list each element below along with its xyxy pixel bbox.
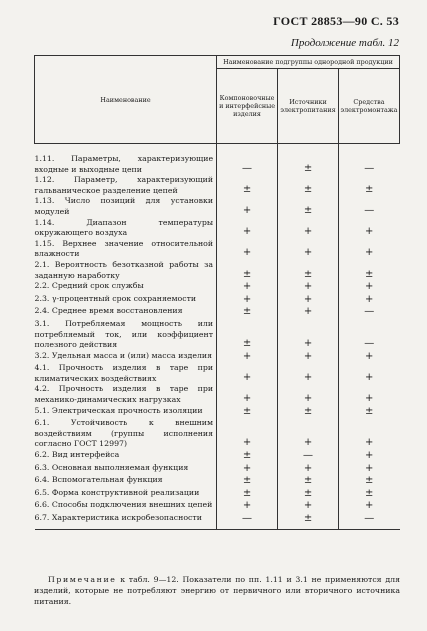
row-value: ±: [278, 260, 339, 281]
row-value: +: [278, 363, 339, 384]
row-value: —: [364, 306, 375, 318]
table-row: [35, 475, 400, 488]
row-value: +: [278, 294, 339, 307]
row-label: 2.4. Среднее время восстановления: [35, 306, 217, 319]
row-value: +: [217, 500, 278, 513]
table-note: [34, 574, 400, 607]
row-value: +: [365, 393, 374, 405]
table-row: [35, 319, 400, 351]
table-body: [35, 144, 400, 530]
table-row: [35, 500, 400, 513]
row-value: +: [365, 281, 374, 293]
row-value: ±: [217, 475, 278, 488]
row-label: 6.5. Форма конструктивной реализации: [35, 488, 217, 501]
row-value: +: [217, 239, 278, 260]
row-label: 6.1. Устойчивость к внешним воздействиям (группы исполнения согласно ГОСТ 12997): [35, 418, 217, 450]
row-label: 1.14. Диапазон температуры окружающего воздуха: [35, 218, 217, 239]
table-row: [35, 463, 400, 476]
row-value: ±: [217, 175, 278, 196]
column-header-wiring: Средства электромонтажа: [339, 69, 400, 144]
row-label: 1.12. Параметр, характеризующий гальваническое разделение цепей: [35, 175, 217, 196]
row-value: ±: [365, 405, 374, 417]
row-value: +: [278, 319, 339, 351]
table-continuation-label: Продолжение табл. 12: [290, 37, 399, 49]
row-value: +: [217, 463, 278, 476]
document-header: ГОСТ 28853—90 С. 53: [273, 14, 399, 28]
row-value: —: [364, 338, 375, 350]
row-value: ±: [278, 406, 339, 419]
row-label: 6.7. Характеристика искробезопасности: [35, 513, 217, 529]
row-value: +: [278, 351, 339, 364]
row-value: +: [365, 247, 374, 259]
row-value: ±: [278, 144, 339, 176]
row-value: +: [217, 418, 278, 450]
row-value: +: [278, 418, 339, 450]
row-value: ±: [365, 268, 374, 280]
table-row: [35, 306, 400, 319]
row-label: 6.6. Способы подключения внешних цепей: [35, 500, 217, 513]
column-group-header: Наименование подгруппы однородной продукции: [217, 56, 400, 69]
row-label: 4.1. Прочность изделия в таре при климатических воздействиях: [35, 363, 217, 384]
row-value: +: [278, 384, 339, 405]
table-row: [35, 281, 400, 294]
row-value: —: [278, 450, 339, 463]
row-value: +: [278, 281, 339, 294]
row-label: 3.2. Удельная масса и (или) масса изделия: [35, 351, 217, 364]
row-value: ±: [278, 196, 339, 217]
column-header-name: Наименование: [35, 56, 217, 144]
row-value: +: [365, 500, 374, 512]
row-value: +: [365, 350, 374, 362]
table-row: [35, 351, 400, 364]
row-value: +: [217, 363, 278, 384]
row-value: +: [365, 462, 374, 474]
row-value: +: [365, 293, 374, 305]
row-value: +: [278, 239, 339, 260]
row-value: +: [365, 226, 374, 238]
row-value: +: [278, 306, 339, 319]
row-value: —: [364, 162, 375, 174]
row-value: ±: [365, 183, 374, 195]
row-value: +: [365, 437, 374, 449]
table-row: [35, 260, 400, 281]
row-value: ±: [217, 450, 278, 463]
row-value: —: [364, 204, 375, 216]
row-value: +: [278, 218, 339, 239]
row-value: ±: [278, 488, 339, 501]
note-label: Примечание: [48, 575, 117, 584]
row-value: +: [365, 450, 374, 462]
row-label: 5.1. Электрическая прочность изоляции: [35, 406, 217, 419]
row-label: 6.3. Основная выполняемая функция: [35, 463, 217, 476]
row-value: ±: [365, 475, 374, 487]
row-value: ±: [217, 260, 278, 281]
row-value: +: [278, 463, 339, 476]
row-value: ±: [278, 513, 339, 529]
row-value: ±: [278, 475, 339, 488]
row-label: 1.13. Число позиций для установки модулей: [35, 196, 217, 217]
row-value: ±: [278, 175, 339, 196]
table-row: [35, 363, 400, 384]
table-row: [35, 450, 400, 463]
row-label: 6.4. Вспомогательная функция: [35, 475, 217, 488]
row-value: +: [278, 500, 339, 513]
table-row: [35, 175, 400, 196]
row-value: ±: [365, 487, 374, 499]
row-label: 1.11. Параметры, характеризующие входные и выходные цепи: [35, 144, 217, 176]
table-row: [35, 144, 400, 176]
table-row: [35, 196, 400, 217]
row-value: —: [217, 144, 278, 176]
row-label: 6.2. Вид интерфейса: [35, 450, 217, 463]
row-value: ±: [217, 488, 278, 501]
row-label: 2.2. Средний срок службы: [35, 281, 217, 294]
row-value: —: [217, 513, 278, 529]
table-row: [35, 406, 400, 419]
table-row: [35, 218, 400, 239]
row-value: —: [339, 513, 400, 529]
table-row: [35, 384, 400, 405]
row-value: +: [217, 218, 278, 239]
column-header-power: Источники электропитания: [278, 69, 339, 144]
table-row: [35, 418, 400, 450]
row-label: 2.3. γ-процентный срок сохраняемости: [35, 294, 217, 307]
specification-table: [34, 55, 400, 530]
table-row: [35, 513, 400, 529]
row-value: ±: [217, 319, 278, 351]
row-label: 1.15. Верхнее значение относительной влажности: [35, 239, 217, 260]
row-value: +: [217, 196, 278, 217]
note-text: к табл. 9—12. Показатели по пп. 1.11 и 3.1 не применяются для изделий, которые не потребляют энергию от первичного или вторичного источника питания.: [34, 575, 400, 606]
row-label: 3.1. Потребляемая мощность или потребляемый ток, или коэффициент полезного действия: [35, 319, 217, 351]
table-row: [35, 239, 400, 260]
row-value: ±: [217, 406, 278, 419]
row-label: 2.1. Вероятность безотказной работы за заданную наработку: [35, 260, 217, 281]
row-value: +: [217, 281, 278, 294]
row-value: +: [217, 294, 278, 307]
row-value: +: [365, 371, 374, 383]
table-row: [35, 294, 400, 307]
row-value: +: [217, 384, 278, 405]
table-row: [35, 488, 400, 501]
row-value: ±: [217, 306, 278, 319]
row-label: 4.2. Прочность изделия в таре при механико-динамических нагрузках: [35, 384, 217, 405]
column-header-interface: Компоновочные и интерфейсные изделия: [217, 69, 278, 144]
row-value: +: [217, 351, 278, 364]
